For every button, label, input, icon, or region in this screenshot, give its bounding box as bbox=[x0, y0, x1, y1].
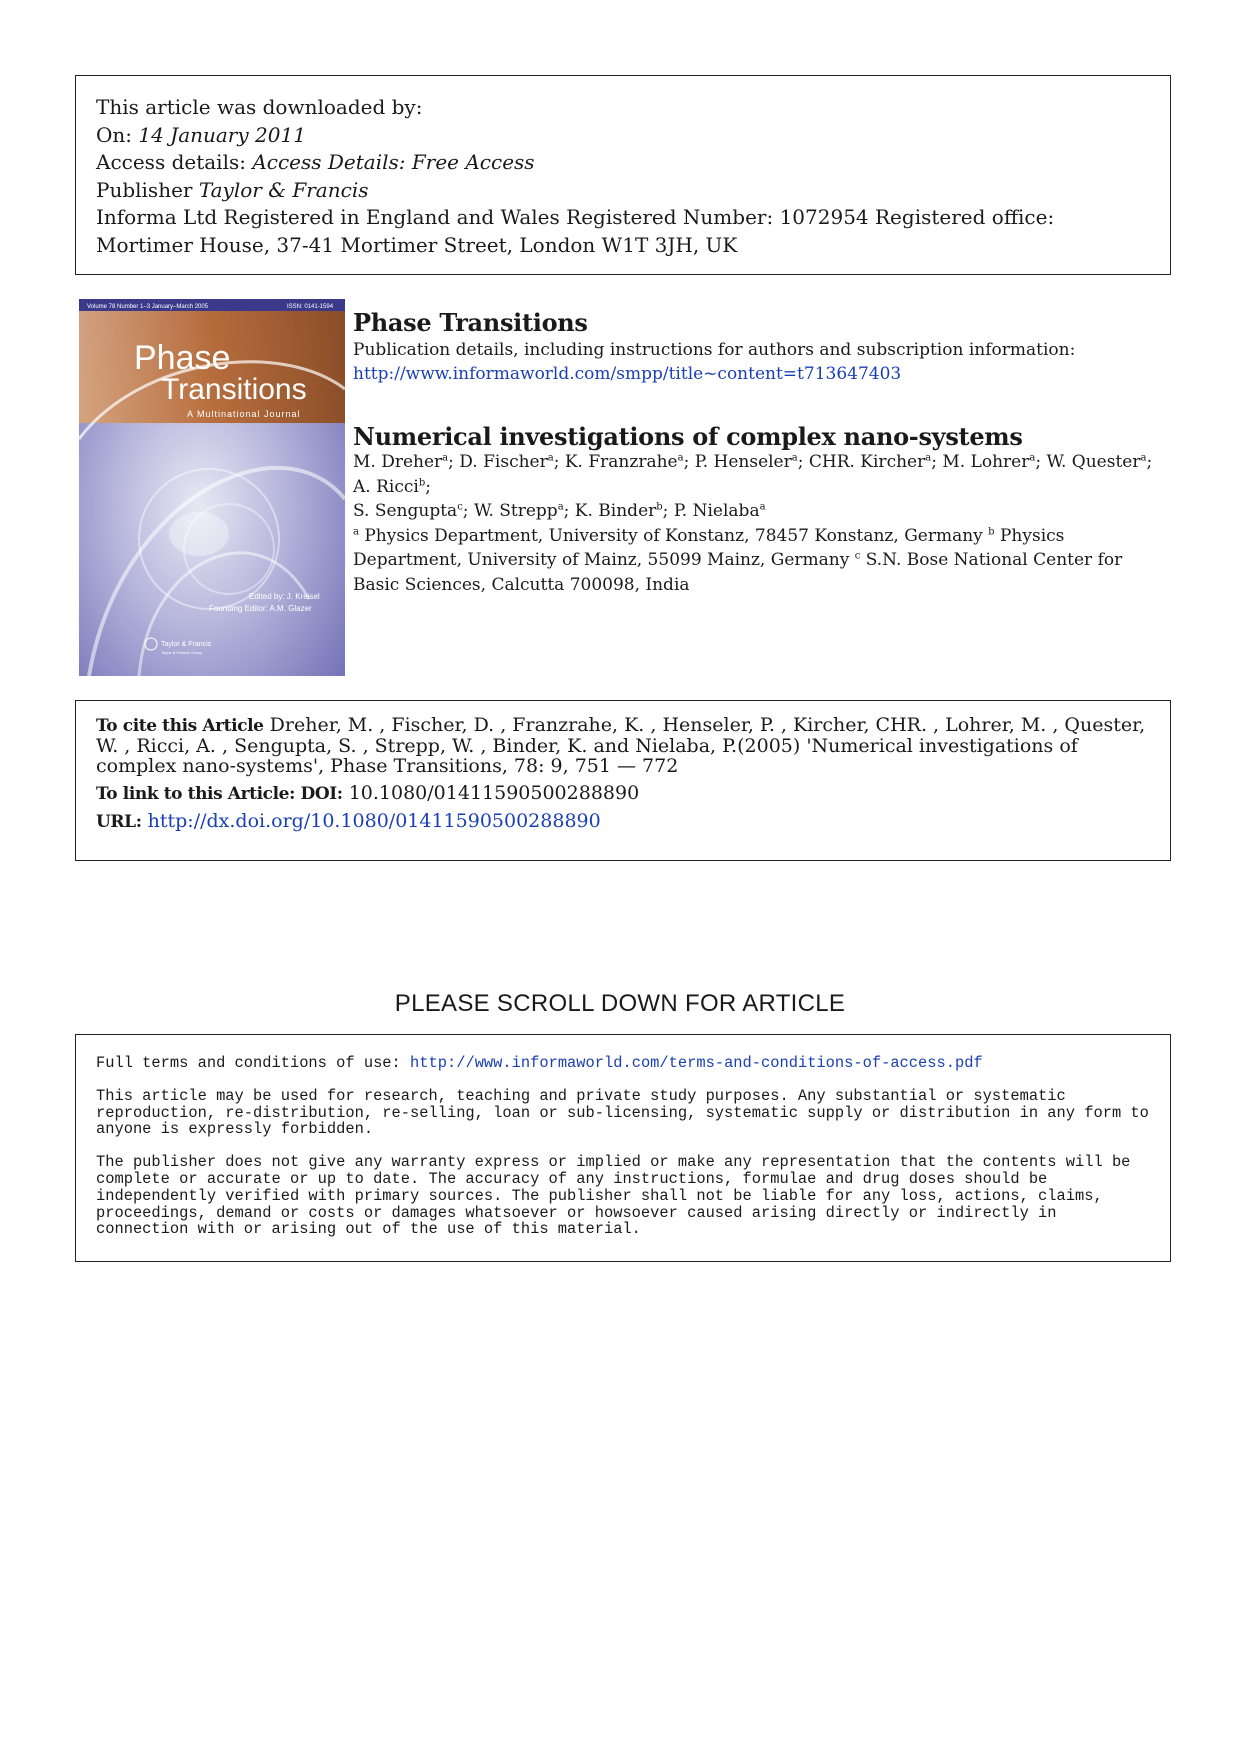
author-affiliation-mark: b bbox=[656, 501, 663, 513]
affiliation-b: Physics Department, University of Mainz, 55099 Mainz, Germany bbox=[353, 525, 1065, 570]
author bbox=[459, 452, 565, 472]
cover-edited-by: Edited by: J. Kreisel bbox=[249, 592, 320, 601]
on-label: On: bbox=[96, 122, 133, 147]
scroll-notice: PLEASE SCROLL DOWN FOR ARTICLE bbox=[394, 990, 846, 1017]
author-name: W. Strepp bbox=[473, 501, 558, 521]
article-title: Numerical investigations of complex nano-systems bbox=[353, 422, 1023, 451]
cover-founding-editor: Founding Editor: A.M. Glazer bbox=[209, 604, 312, 613]
journal-url-link[interactable]: http://www.informaworld.com/smpp/title~content=t713647403 bbox=[353, 364, 902, 384]
publisher-line bbox=[96, 177, 1150, 205]
author bbox=[565, 452, 695, 472]
affiliation-c: S.N. Bose National Center for Basic Sciences, Calcutta 700098, India bbox=[353, 550, 1123, 595]
author-affiliation-mark: a bbox=[791, 452, 798, 464]
author bbox=[695, 452, 809, 472]
doi-value: 10.1080/01411590500288890 bbox=[348, 782, 640, 804]
journal-title: Phase Transitions bbox=[353, 308, 588, 337]
author-affiliation-mark: a bbox=[547, 452, 554, 464]
publisher-value: Taylor & Francis bbox=[198, 177, 369, 202]
author bbox=[575, 501, 674, 521]
author-affiliation-mark: a bbox=[925, 452, 932, 464]
full-terms-row bbox=[96, 1055, 1150, 1072]
affil-a-sup: a bbox=[353, 525, 359, 537]
author-affiliation-mark: a bbox=[1029, 452, 1036, 464]
author-name: CHR. Kircher bbox=[808, 452, 926, 472]
cover-subtitle: A Multinational Journal bbox=[187, 409, 301, 419]
author-list bbox=[353, 450, 1173, 597]
journal-cover-image bbox=[79, 299, 345, 676]
author bbox=[353, 501, 474, 521]
author-name: P. Nielaba bbox=[673, 501, 760, 521]
author-affiliation-mark: a bbox=[557, 501, 564, 513]
author-separator: ; bbox=[931, 452, 943, 472]
author-separator: ; bbox=[797, 452, 809, 472]
author-separator: ; bbox=[553, 452, 565, 472]
full-terms-label: Full terms and conditions of use: bbox=[96, 1054, 401, 1072]
url-row bbox=[96, 811, 1150, 832]
author-name: M. Lohrer bbox=[942, 452, 1030, 472]
author-name: K. Binder bbox=[574, 501, 657, 521]
author bbox=[474, 501, 575, 521]
terms-paragraph-1: This article may be used for research, teaching and private study purposes. Any substantial or systematic reproduction, re-distribution, re-selling, loan or sub-licensing, systematic supply or distribution in any form to anyone is expressly forbidden. bbox=[96, 1086, 1149, 1139]
download-date-line bbox=[96, 122, 1150, 150]
terms-url-link[interactable]: http://www.informaworld.com/terms-and-conditions-of-access.pdf bbox=[410, 1054, 983, 1072]
affiliations bbox=[353, 524, 1173, 598]
citation-row bbox=[96, 715, 1150, 776]
cover-title-1: Phase bbox=[134, 339, 231, 377]
cite-text: Dreher, M. , Fischer, D. , Franzrahe, K. , Henseler, P. , Kircher, CHR. , Lohrer, M. , Quester, W. , Ricci, A. , Sengupta, S. , Strepp, W. , Binder, K. and Nielaba, P.(2005) 'Numerical investigations of complex nano-systems', Phase Transitions, 78: 9, 751 — 772 bbox=[96, 714, 1146, 777]
author-name: D. Fischer bbox=[459, 452, 548, 472]
affiliation-a: Physics Department, University of Konstanz, 78457 Konstanz, Germany bbox=[358, 525, 989, 546]
download-info-box bbox=[75, 75, 1171, 275]
citation-box bbox=[75, 700, 1171, 861]
authors-line-2 bbox=[353, 499, 1173, 524]
author-separator: ; bbox=[683, 452, 695, 472]
author-separator: ; bbox=[563, 501, 575, 521]
terms-paragraph-2: The publisher does not give any warranty express or implied or make any representation that the contents will be complete or accurate or up to date. The accuracy of any instructions, formulae and drug doses should be independently verified with primary sources. The publisher shall not be liable for any loss, actions, claims, proceedings, demand or costs or damages whatsoever or howsoever caused arising directly or indirectly in connection with or arising out of the use of this material. bbox=[96, 1153, 1131, 1239]
author-name: A. Ricci bbox=[353, 476, 419, 497]
access-line bbox=[96, 149, 1150, 177]
author-name: M. Dreher bbox=[353, 452, 443, 472]
author-separator: ; bbox=[1035, 452, 1047, 472]
cover-publisher-sub: Taylor & Francis Group bbox=[161, 650, 202, 655]
author-affiliation-mark: a bbox=[1140, 452, 1147, 464]
doi-row bbox=[96, 783, 1150, 804]
doi-label: To link to this Article: DOI: bbox=[96, 784, 343, 804]
author-name: P. Henseler bbox=[694, 452, 792, 472]
author-separator: ; bbox=[425, 476, 431, 497]
url-label: URL: bbox=[96, 812, 142, 832]
download-line: This article was downloaded by: bbox=[96, 95, 423, 119]
author-affiliation-mark: b bbox=[418, 476, 426, 488]
author bbox=[942, 452, 1046, 472]
terms-box bbox=[75, 1034, 1171, 1262]
journal-details: Publication details, including instructions for authors and subscription information: bbox=[353, 340, 1076, 360]
author-separator: ; bbox=[662, 501, 674, 521]
author bbox=[674, 501, 766, 521]
cite-label: To cite this Article bbox=[96, 716, 264, 736]
author bbox=[809, 452, 942, 472]
registration-text: Informa Ltd Registered in England and Wales Registered Number: 1072954 Registered office: Mortimer House, 37-41 Mortimer Street, London W1T 3JH, UK bbox=[96, 205, 1055, 257]
author-affiliation-mark: a bbox=[442, 452, 449, 464]
cover-volume: Volume 78 Number 1–3 January–March 2005 bbox=[87, 304, 209, 310]
access-label: Access details: bbox=[96, 150, 246, 174]
cover-publisher: Taylor & Francis bbox=[161, 641, 212, 648]
journal-info bbox=[353, 308, 1163, 386]
doi-url-link[interactable]: http://dx.doi.org/10.1080/01411590500288890 bbox=[147, 810, 601, 832]
on-value: 14 January 2011 bbox=[138, 122, 306, 147]
author-name: S. Sengupta bbox=[353, 501, 458, 521]
cover-issn: ISSN: 0141-1594 bbox=[287, 304, 334, 310]
authors-line-1 bbox=[353, 450, 1173, 499]
author-affiliation-mark: a bbox=[677, 452, 684, 464]
author-separator: ; bbox=[1146, 452, 1153, 472]
access-value: Access Details: Free Access bbox=[252, 150, 535, 174]
publisher-label: Publisher bbox=[96, 177, 193, 202]
affil-c-sup: c bbox=[854, 550, 861, 562]
author bbox=[1046, 452, 1152, 472]
author-separator: ; bbox=[462, 501, 474, 521]
author-separator: ; bbox=[448, 452, 460, 472]
author-affiliation-mark: c bbox=[457, 501, 463, 513]
author-affiliation-mark: a bbox=[759, 501, 766, 513]
author bbox=[353, 477, 431, 497]
author-name: W. Quester bbox=[1046, 452, 1141, 472]
author bbox=[353, 452, 459, 472]
affil-b-sup: b bbox=[988, 525, 995, 537]
author-name: K. Franzrahe bbox=[564, 452, 678, 472]
cover-title-2: Transitions bbox=[161, 373, 307, 406]
